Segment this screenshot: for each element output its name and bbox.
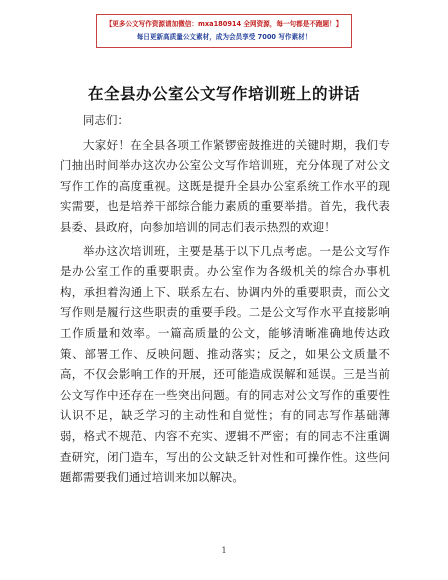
promo-line-membership: 每日更新高质量公文素材，成为会员享受 7000 写作素材！: [136, 33, 312, 41]
document-body: [60, 110, 390, 491]
document-title: 在全县办公室公文写作培训班上的讲话: [87, 85, 360, 103]
promo-banner: [96, 14, 352, 48]
promo-line-wechat: 【更多公文写作资源请加微信：mxa180914 全网资源，每一句都是不跑题！】: [105, 20, 343, 28]
page-number: 1: [221, 546, 227, 555]
salutation: 同志们：: [83, 113, 129, 127]
paragraph-opening: 大家好！在全县各项工作紧锣密鼓推进的关键时期，我们专门抽出时间举办这次办公室公文写作培训班，充分体现了对公文写作工作的高度重视。这既是提升全县办公室系统工作水平的现实需要，也是培养干部综合能力素质的重要举措。首先，我代表县委、县政府，向参加培训的同志们表示热烈的欢迎！: [60, 137, 390, 234]
paragraph-reasons: 举办这次培训班，主要是基于以下几点考虑。一是公文写作是办公室工作的重要职责。办公室作为各级机关的综合办事机构，承担着沟通上下、联系左右、协调内外的重要职责，而公文写作则是履行这些职责的重要手段。二是公文写作水平直接影响工作质量和效率。一篇高质量的公文，能够清晰准确地传达政策、部署工作、反映问题、推动落实；反之，如果公文质量不高，不仅会影响工作的开展，还可能造成误解和延误。三是当前公文写作中还存在一些突出问题。有的同志对公文写作的重要性认识不足，缺乏学习的主动性和自觉性；有的同志写作基础薄弱，格式不规范、内容不充实、逻辑不严密；有的同志不注重调查研究，闭门造车，写出的公文缺乏针对性和可操作性。这些问题都需要我们通过培训来加以解决。: [60, 243, 390, 485]
